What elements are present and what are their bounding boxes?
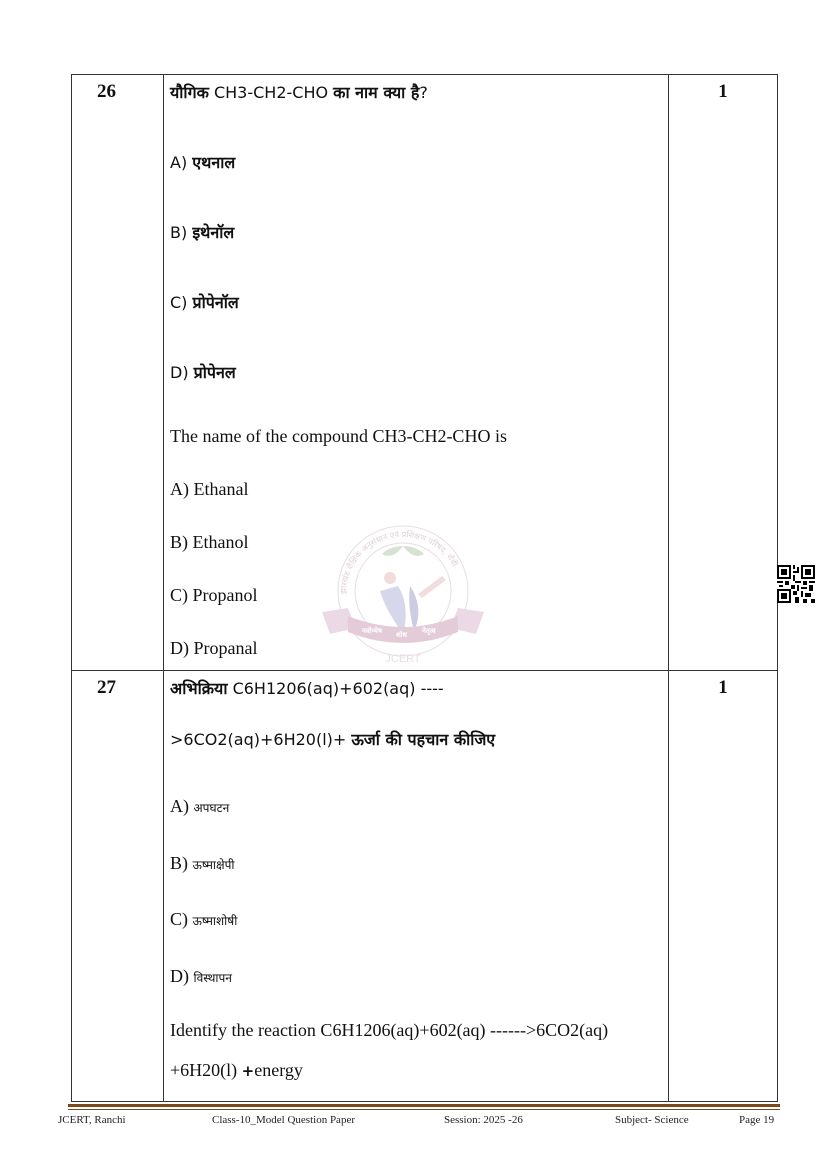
watermark-label: JCERT — [385, 653, 421, 665]
option-text: इथेनॉल — [192, 223, 235, 242]
question-number: 27 — [97, 677, 116, 698]
q27-hindi-question-line2 — [170, 729, 495, 751]
option-text: ऊष्माक्षेपी — [192, 858, 235, 872]
option-letter: A) — [170, 153, 188, 172]
marks-cell — [669, 75, 778, 671]
question-number-cell — [72, 75, 164, 671]
watermark-ribbon-word: नवोन्मेष — [362, 627, 383, 635]
option-text: प्रोपेनल — [193, 363, 236, 382]
option-text: एथनाल — [192, 153, 236, 172]
q26-hindi-formula: CH3-CH2-CHO — [208, 83, 334, 102]
question-marks: 1 — [718, 81, 728, 102]
q27-reaction-part1: C6H1206(aq)+602(aq) ---- — [227, 679, 444, 698]
watermark-ribbon-word: नेतृत्व — [422, 627, 436, 635]
q27-english-question-line1: Identify the reaction C6H1206(aq)+602(aq) ------>6CO2(aq) — [170, 1020, 609, 1040]
q27-english-question-line2 — [170, 1058, 303, 1083]
q26-hindi-option-a — [170, 152, 235, 174]
option-text: अपघटन — [193, 801, 230, 815]
q26-hindi-option-d — [170, 362, 236, 384]
footer-divider — [68, 1109, 780, 1110]
option-letter: B) — [170, 223, 188, 242]
q27-hindi-option-b — [170, 851, 235, 877]
q26-hindi-question-prefix: यौगिक — [170, 83, 209, 102]
option-letter: D) — [170, 966, 189, 986]
q27-reaction-part2: >6CO2(aq)+6H20(l)+ — [170, 730, 352, 749]
q26-english-option-a: A) Ethanal — [170, 479, 249, 499]
q26-english-option-d: D) Propanal — [170, 638, 258, 658]
option-letter: A) — [170, 796, 189, 816]
option-letter: C) — [170, 293, 188, 312]
option-text: प्रोपेनॉल — [192, 293, 239, 312]
q26-english-option-c: C) Propanol — [170, 585, 258, 605]
watermark-arc-text: झारखंड शैक्षिक अनुसंधान एवं प्रशिक्षण परिषद, राँची — [338, 529, 460, 595]
q27-hindi-option-d — [170, 964, 232, 990]
q26-hindi-question-suffix: का नाम क्या है — [333, 83, 420, 102]
question-marks: 1 — [718, 677, 728, 698]
q26-hindi-option-b — [170, 222, 234, 244]
q27-hindi-bold: अभिक्रिया — [170, 679, 228, 698]
qr-code-icon — [777, 565, 815, 603]
marks-cell — [669, 671, 778, 1102]
footer-session: Session: 2025 -26 — [444, 1114, 523, 1126]
option-letter: C) — [170, 909, 188, 929]
footer-subject: Subject- Science — [615, 1114, 689, 1126]
watermark-ribbon-word: शोध — [396, 631, 407, 639]
question-number: 26 — [97, 81, 116, 102]
q26-hindi-question — [170, 82, 428, 104]
q26-english-question: The name of the compound CH3-CH2-CHO is — [170, 426, 507, 446]
option-text: ऊष्माशोषी — [192, 914, 238, 928]
footer-page-number: Page 19 — [739, 1114, 775, 1126]
q27-hindi-question-line1 — [170, 678, 444, 700]
q27-english-water: +6H20(l) — [170, 1060, 242, 1080]
jcert-watermark-logo — [318, 516, 488, 666]
q27-english-energy: energy — [254, 1060, 303, 1080]
q27-hindi-option-c — [170, 907, 237, 933]
footer-org: JCERT, Ranchi — [58, 1114, 126, 1126]
question-number-cell — [72, 671, 164, 1102]
option-text: विस्थापन — [193, 971, 232, 985]
q27-hindi-instruction: ऊर्जा की पहचान कीजिए — [351, 730, 496, 749]
q27-hindi-option-a — [170, 794, 229, 820]
q27-plus-sign: + — [241, 1062, 255, 1080]
option-letter: D) — [170, 363, 189, 382]
footer-paper: Class-10_Model Question Paper — [212, 1114, 355, 1126]
q26-question-mark: ? — [419, 83, 428, 102]
q26-english-option-b: B) Ethanol — [170, 532, 249, 552]
option-letter: B) — [170, 853, 188, 873]
q26-hindi-option-c — [170, 292, 239, 314]
footer-divider — [68, 1104, 780, 1107]
